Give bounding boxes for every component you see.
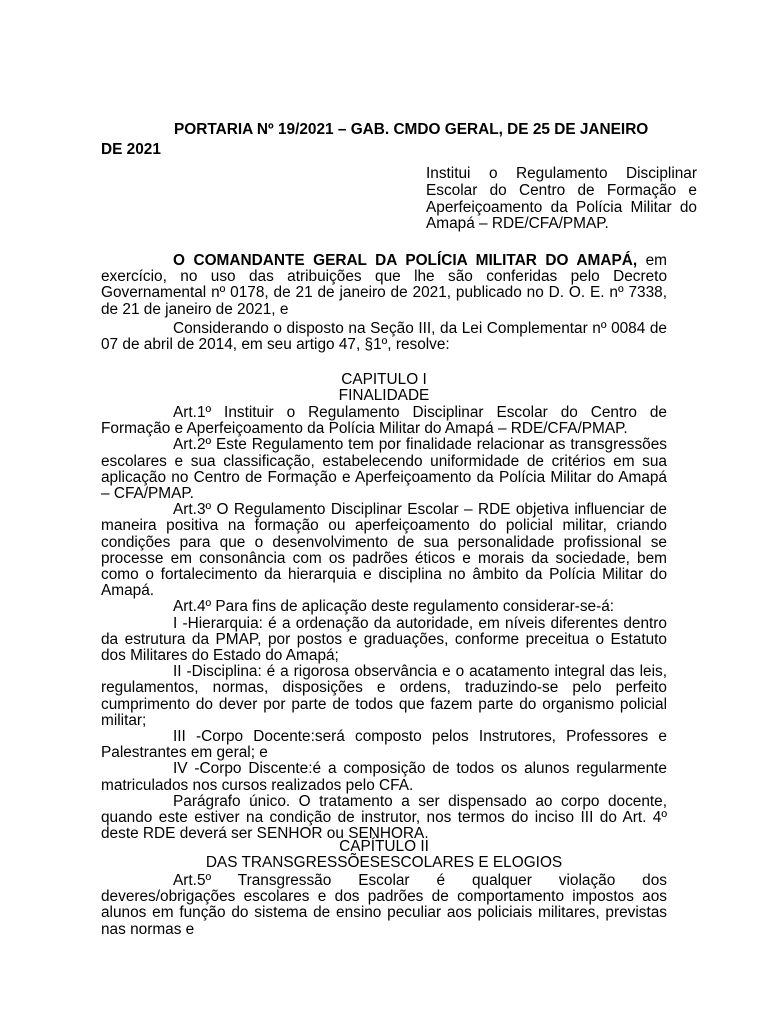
- inciso-3: III -Corpo Docente:será composto pelos Instrutores, Professores e Palestrantes em geral; e: [101, 728, 667, 762]
- considerando-paragraph: [101, 321, 667, 353]
- article-2: Art.2º Este Regulamento tem por finalidade relacionar as transgressões escolares e sua classificação, estabelecendo uniformidade de critérios em sua aplicação no Centro de Formação e Aperfeiçoamento da Polícia Militar do Amapá – CFA/PMAP.: [101, 436, 667, 503]
- intro-authority: O COMANDANTE GERAL DA POLÍCIA MILITAR DO AMAPÁ,: [173, 252, 638, 269]
- article-4: Art.4º Para fins de aplicação deste regulamento considerar-se-á:: [173, 598, 615, 616]
- title-line-2: DE 2021: [101, 141, 161, 158]
- article-5: Art.5º Transgressão Escolar é qualquer violação dos deveres/obrigações escolares e dos padrões de comportamento impostos aos alunos em função do sistema de ensino peculiar aos policiais militares, previstas nas normas e: [101, 872, 667, 938]
- chapter-1-heading: [101, 372, 667, 404]
- ementa: Institui o Regulamento Disciplinar Escolar do Centro de Formação e Aperfeiçoamento da Polícia Militar do Amapá – RDE/CFA/PMAP.: [426, 165, 697, 233]
- intro-paragraph: [101, 253, 667, 318]
- chapter-2-heading: [101, 839, 667, 871]
- portaria-title: [101, 120, 675, 160]
- chapter-2-body: [101, 873, 667, 938]
- inciso-4: IV -Corpo Discente:é a composição de todos os alunos regularmente matriculados nos cursos realizados pelo CFA.: [101, 760, 667, 794]
- article-1: Art.1º Instituir o Regulamento Disciplinar Escolar do Centro de Formação e Aperfeiçoamento da Polícia Militar do Amapá – RDE/CFA/PMAP.: [101, 404, 667, 438]
- chapter-2-title: DAS TRANSGRESSÕESESCOLARES E ELOGIOS: [205, 854, 563, 872]
- chapter-1-number: CAPITULO I: [341, 371, 427, 388]
- inciso-1: I -Hierarquia: é a ordenação da autoridade, em níveis diferentes dentro da estrutura da PMAP, por postos e graduações, conforme preceitua o Estatuto dos Militares do Estado do Amapá;: [101, 614, 667, 665]
- paragrafo-unico: Parágrafo único. O tratamento a ser dispensado ao corpo docente, quando este estiver na condição de instrutor, nos termos do inciso III do Art. 4º deste RDE deverá ser SENHOR ou SENHORA.: [101, 792, 667, 843]
- intro-text: em exercício, no uso das atribuições que lhe são conferidas pelo Decreto Governamental nº 0178, de 21 de janeiro de 2021, publicado no D. O. E. nº 7338, de 21 de janeiro de 2021, e: [101, 252, 667, 318]
- title-line-1: PORTARIA Nº 19/2021 – GAB. CMDO GERAL, DE 25 DE JANEIRO: [174, 121, 649, 138]
- article-3: Art.3º O Regulamento Disciplinar Escolar – RDE objetiva influenciar de maneira positiva na formação ou aperfeiçoamento do policial militar, criando condições para que o desenvolvimento de sua personalidade profissional se processe em consonância com os padrões éticos e morais da sociedade, bem como o fortalecimento da hierarquia e disciplina no âmbito da Polícia Militar do Amapá.: [101, 501, 667, 600]
- chapter-1-title: FINALIDADE: [338, 387, 430, 405]
- inciso-2: II -Disciplina: é a rigorosa observância e o acatamento integral das leis, regulamentos, normas, disposições e ordens, traduzindo-se pelo perfeito cumprimento do dever por parte de todos que fazem parte do organismo policial militar;: [101, 663, 667, 729]
- considerando-text: Considerando o disposto na Seção III, da Lei Complementar nº 0084 de 07 de abril de 2014, em seu artigo 47, §1º, resolve:: [101, 320, 667, 354]
- chapter-1-body: [101, 405, 667, 842]
- chapter-2-number: CAPÍTULO II: [339, 838, 429, 855]
